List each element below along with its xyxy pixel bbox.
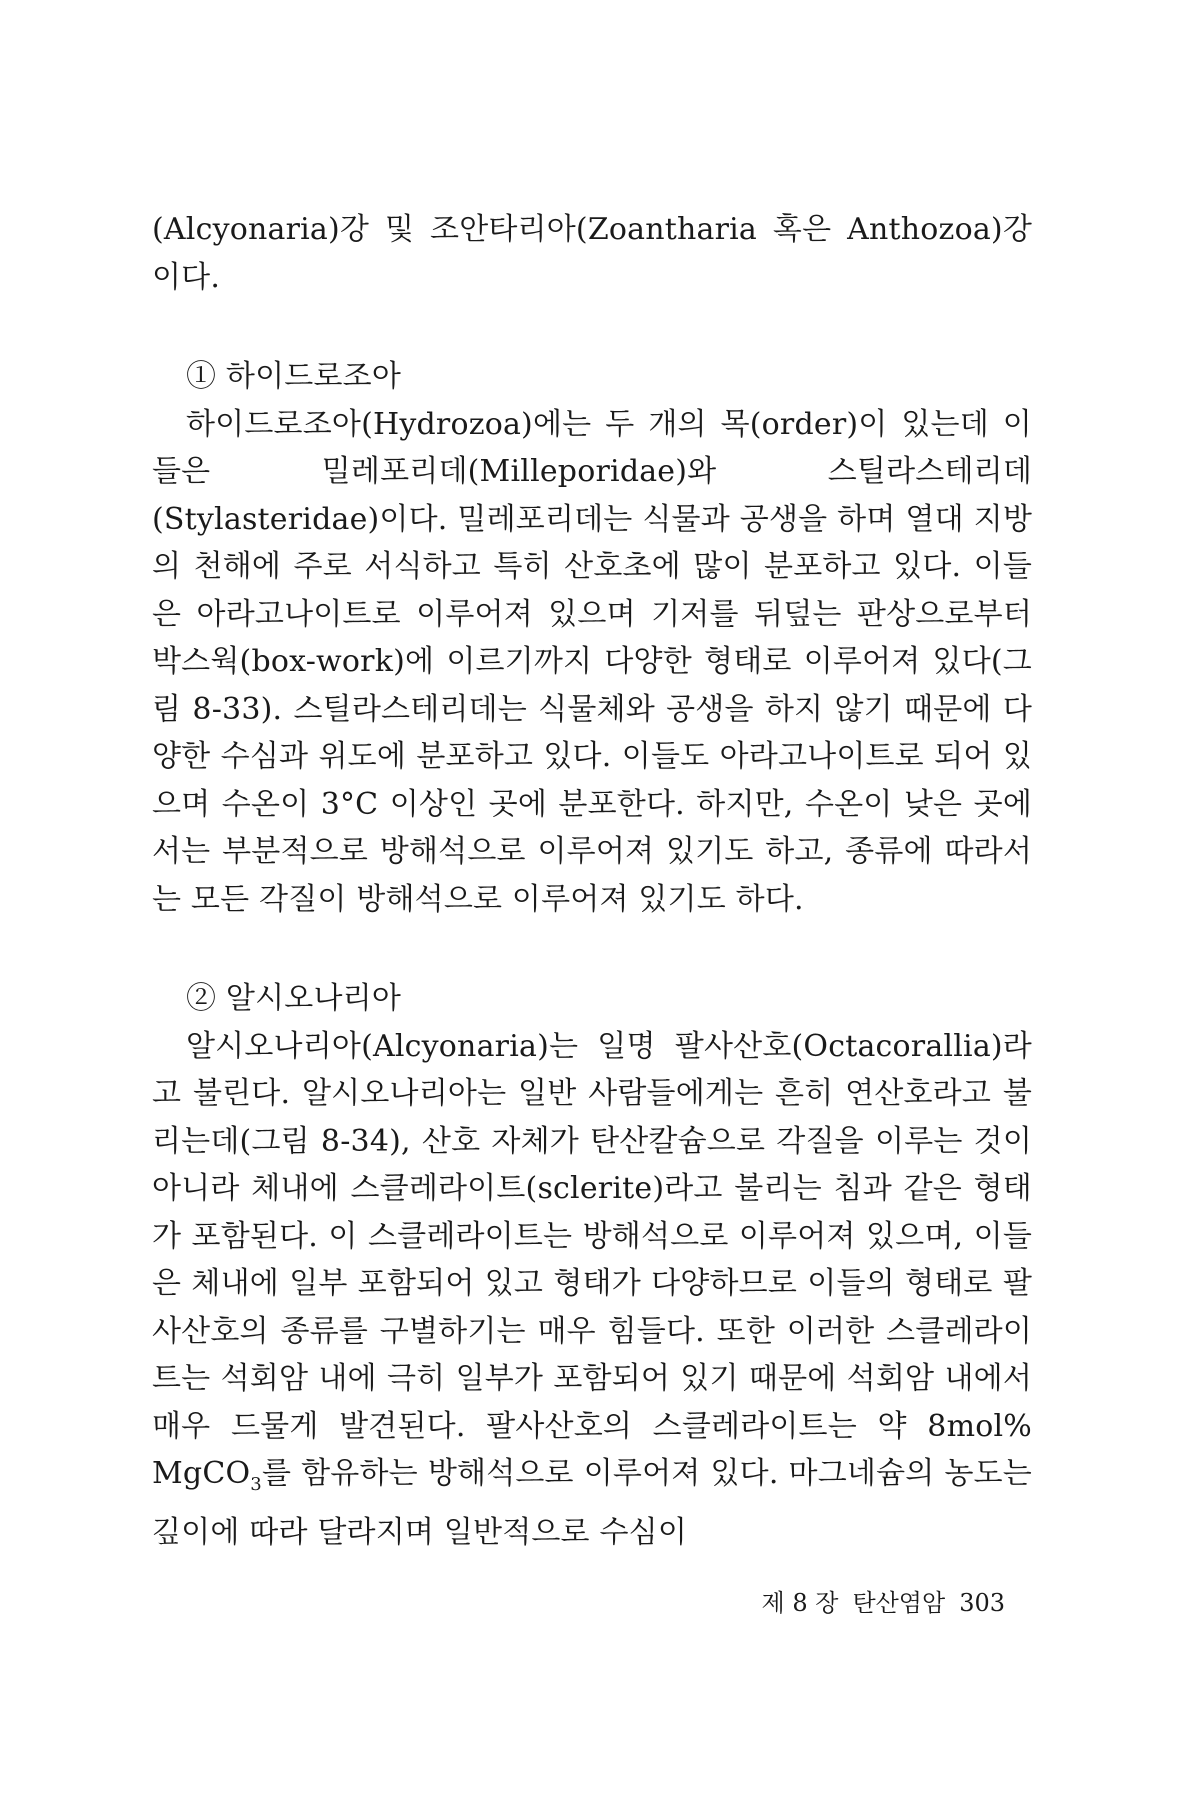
section-gap (152, 301, 1032, 353)
paragraph-text-continued: 를 함유하는 방해석으로 이루어져 있다. 마그네슘의 농도는 깊이에 따라 달라지며 일반적으로 수심이 (152, 1456, 1032, 1550)
intro-line: (Alcyonaria)강 및 조안타리아(Zoantharia 혹은 Anthozoa)강이다. (152, 212, 1032, 295)
page-number: 303 (959, 1589, 1005, 1617)
section-heading-hydrozoa: ① 하이드로조아 (186, 359, 402, 394)
paragraph-hydrozoa: 하이드로조아(Hydrozoa)에는 두 개의 목(order)이 있는데 이들은 밀레포리데(Milleporidae)와 스틸라스테리데(Stylasteridae)이다. 밀레포리데는 식물과 공생을 하며 열대 지방의 천해에 주로 서식하고 특히 산호초에 많이 분포하고 있다. 이들은 아라고나이트로 이루어져 있으며 기저를 뒤덮는 판상으로부터 박스웍(box-work)에 이르기까지 다양한 형태로 이루어져 있다(그림 8-33). 스틸라스테리데는 식물체와 공생을 하지 않기 때문에 다양한 수심과 위도에 분포하고 있다. 이들도 아라고나이트로 되어 있으며 수온이 3°C 이상인 곳에 분포한다. 하지만, 수온이 낮은 곳에서는 부분적으로 방해석으로 이루어져 있기도 하고, 종류에 따라서는 모든 각질이 방해석으로 이루어져 있기도 하다. (152, 406, 1032, 917)
paragraph-text: 알시오나리아(Alcyonaria)는 일명 팔사산호(Octacorallia)라고 불린다. 알시오나리아는 일반 사람들에게는 흔히 연산호라고 불리는데(그림 8-34), 산호 자체가 탄산칼슘으로 각질을 이루는 것이 아니라 체내에 스클레라이트(sclerite)라고 불리는 침과 같은 형태가 포함된다. 이 스클레라이트는 방해석으로 이루어져 있으며, 이들은 체내에 일부 포함되어 있고 형태가 다양하므로 이들의 형태로 팔사산호의 종류를 구별하기는 매우 힘들다. 또한 이러한 스클레라이트는 석회암 내에 극히 일부가 포함되어 있기 때문에 석회암 내에서 매우 드물게 발견된다. 팔사산호의 스클레라이트는 약 8mol% MgCO (152, 1028, 1032, 1491)
body-text (152, 206, 1032, 1556)
chapter-label: 제 8 장 (761, 1589, 839, 1617)
paragraph-alcyonaria (152, 1023, 1032, 1557)
subscript-three: 3 (250, 1474, 262, 1495)
chapter-title: 탄산염암 (852, 1589, 946, 1617)
section-gap (152, 923, 1032, 975)
section-heading-alcyonaria: ② 알시오나리아 (186, 981, 402, 1016)
page-footer (762, 1588, 1005, 1618)
